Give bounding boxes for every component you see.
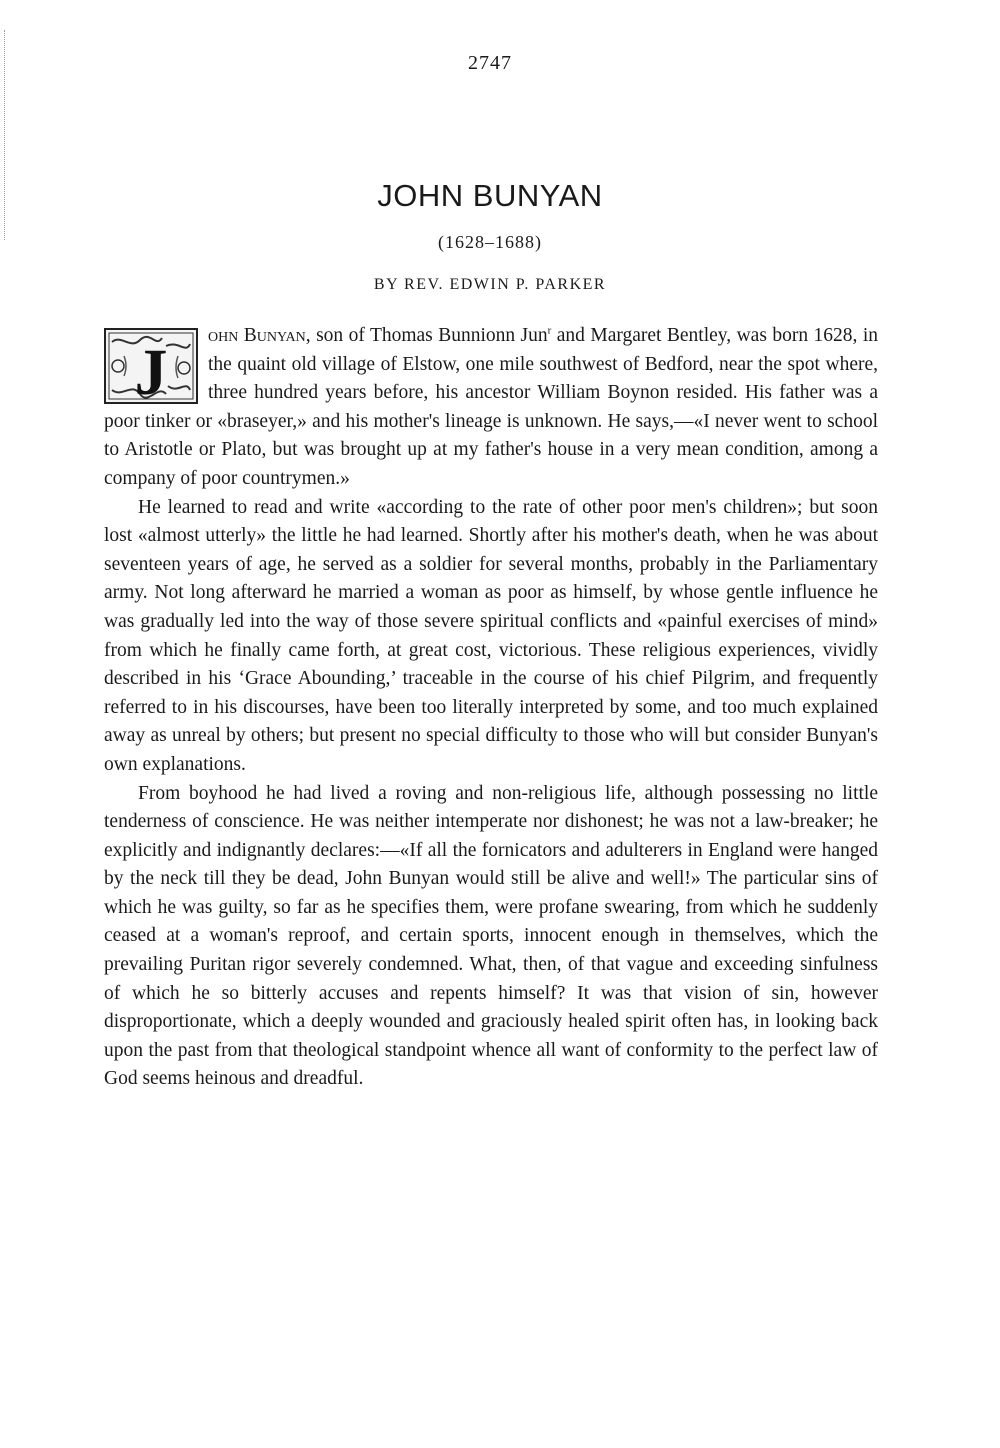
- dropcap-letter: J: [134, 336, 168, 404]
- author-name-smallcaps: ohn Bunyan,: [208, 325, 311, 346]
- superscript-r: r: [547, 324, 552, 337]
- ornamental-dropcap: [104, 328, 198, 404]
- article-title: JOHN BUNYAN: [377, 178, 603, 213]
- paragraph-2: He learned to read and write «according to the rate of other poor men's children»; but soon lost «almost utterly» the little he had learned. Shortly after his mother's death, when he was about seventeen years of age, he served as a soldier for several months, probably in the Parliamentary army. Not long afterward he married a woman as poor as himself, by whose gentle influence he was gradually led into the way of those severe spiritual conflicts and «painful exercises of mind» from which he finally came forth, at great cost, victorious. These religious experiences, vividly described in his ‘Grace Abounding,’ traceable in the course of his chief Pilgrim, and frequently referred to in his discourses, have been too literally interpreted by some, and too much explained away as unreal by others; but present no special difficulty to those who will but consider Bunyan's own explanations.: [104, 496, 878, 775]
- article-body: [104, 322, 878, 1094]
- paragraph-1: [104, 322, 878, 494]
- byline: BY REV. EDWIN P. PARKER: [373, 276, 607, 293]
- paragraph-1-text-b: and Margaret Bentley, was born 1628, in the quaint old village of Elstow, one mile southwest of Bedford, near the spot where, three hundred years before, his ancestor William Boynon resided. His father was a poor tinker or «braseyer,» and his mother's lineage is unknown. He says,—«I never went to school to Aristotle or Plato, but was brought up at my father's house in a very mean condition, among a company of poor countrymen.»: [104, 325, 878, 489]
- life-dates: (1628–1688): [438, 232, 542, 252]
- page-number: 2747: [468, 52, 512, 74]
- paragraph-3: From boyhood he had lived a roving and non-religious life, although possessing no little tenderness of conscience. He was neither intemperate nor dishonest; he was not a law-breaker; he explicitly and indignantly declares:—«If all the fornicators and adulterers in England were hanged by the neck till they be dead, John Bunyan would still be alive and well!» The particular sins of which he was guilty, so far as he specifies them, were profane swearing, from which he suddenly ceased at a woman's reproof, and certain sports, innocent enough in themselves, which the prevailing Puritan rigor severely condemned. What, then, of that vague and exceeding sinfulness of which he so bitterly accuses and repents himself? It was that vision of sin, however disproportionate, which a deeply wounded and graciously healed spirit often has, in looking back upon the past from that theological standpoint whence all want of conformity to the perfect law of God seems heinous and dreadful.: [104, 782, 878, 1090]
- paragraph-1-text-a: son of Thomas Bunnionn Jun: [310, 325, 548, 346]
